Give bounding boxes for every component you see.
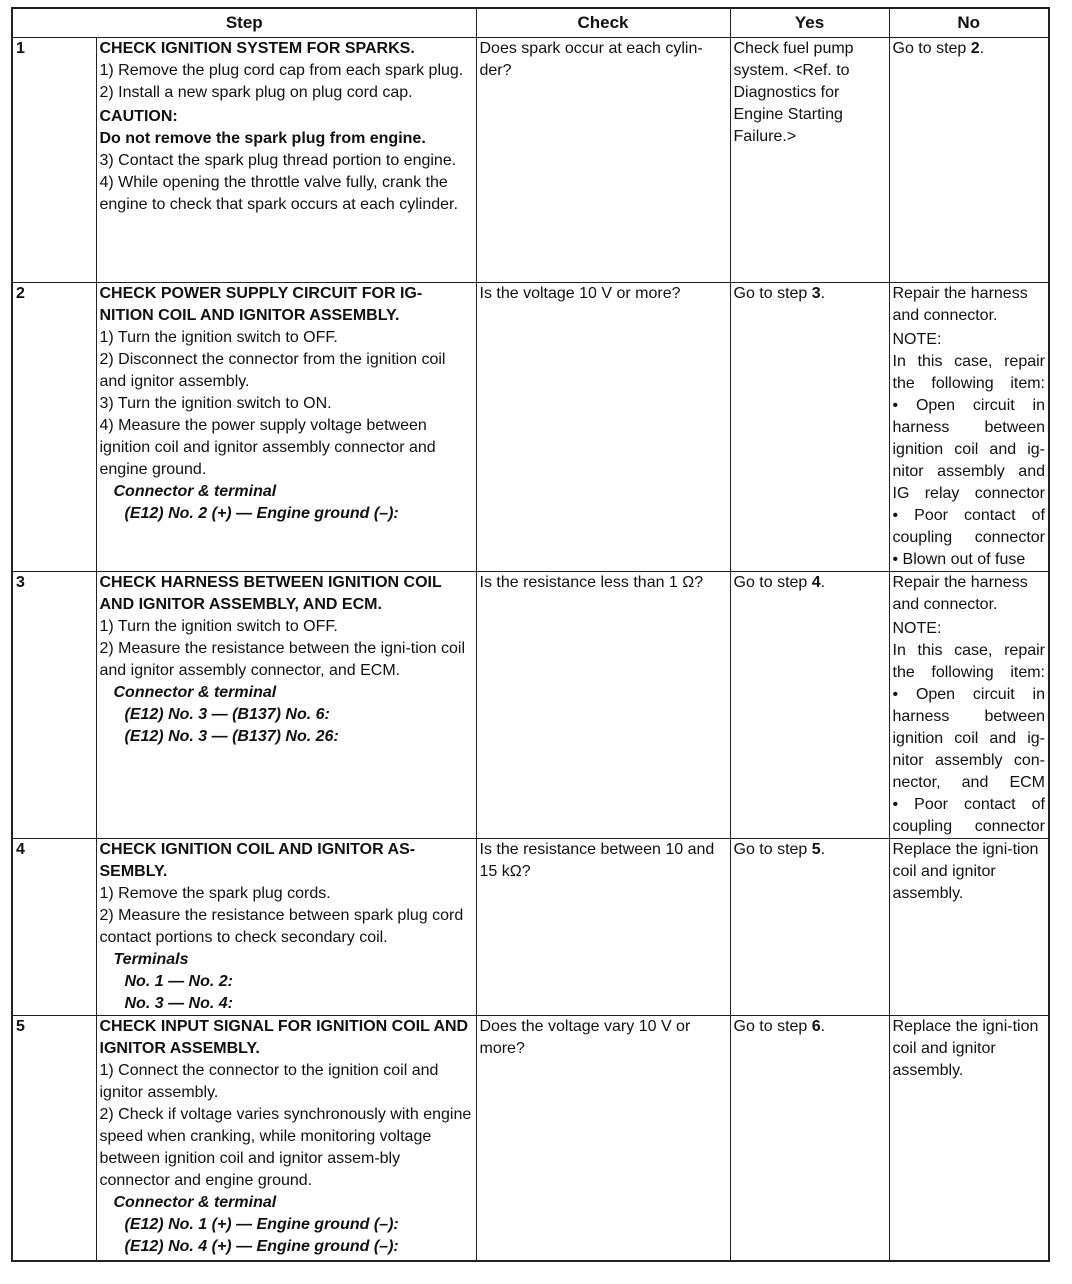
header-step: Step: [12, 8, 476, 38]
connector-terminal-item: (E12) No. 1 (+) — Engine ground (–):: [124, 1216, 399, 1233]
table-row: [12, 1016, 1049, 1262]
goto-text: Go to step: [733, 285, 812, 302]
goto-step-number: 6: [811, 1018, 821, 1035]
step-number: 3: [12, 572, 96, 839]
header-row: [12, 8, 1049, 38]
step-title: CHECK IGNITION SYSTEM FOR SPARKS.: [99, 40, 415, 57]
connector-terminal-label: Connector & terminal: [113, 483, 277, 500]
no-cell: Replace the igni-tion coil and ignitor assembly.: [889, 1016, 1049, 1262]
table-row: [12, 572, 1049, 839]
note-item: • Open circuit in harness between ignition coil and ig-nitor assembly and IG relay connector: [892, 397, 1045, 502]
connector-terminal-item: (E12) No. 4 (+) — Engine ground (–):: [124, 1238, 399, 1255]
terminal-item: No. 1 — No. 2:: [124, 973, 233, 990]
goto-text: Go to step: [733, 841, 812, 858]
diagnostic-table: [11, 7, 1050, 1262]
step-description: [96, 572, 476, 839]
header-no: No: [889, 8, 1049, 38]
step-description: [96, 839, 476, 1016]
step-line: 2) Measure the resistance between the igni-tion coil and ignitor assembly connector, and ECM.: [99, 640, 466, 679]
no-cell: [889, 38, 1049, 283]
connector-terminal-item: (E12) No. 2 (+) — Engine ground (–):: [124, 505, 399, 522]
note-heading: NOTE:: [892, 620, 942, 637]
note-item: • Blown out of fuse: [892, 551, 1026, 568]
step-description: [96, 38, 476, 283]
connector-terminal-item: (E12) No. 3 — (B137) No. 26:: [124, 728, 339, 745]
goto-suffix: .: [820, 841, 826, 858]
check-cell: Is the resistance between 10 and 15 kΩ?: [476, 839, 730, 1016]
check-cell: Is the resistance less than 1 Ω?: [476, 572, 730, 839]
step-number: 1: [12, 38, 96, 283]
step-number: 4: [12, 839, 96, 1016]
goto-step-number: 2: [970, 40, 980, 57]
yes-cell: Check fuel pump system. <Ref. to Diagnostics for Engine Starting Failure.>: [730, 38, 889, 283]
connector-terminal-label: Connector & terminal: [113, 1194, 277, 1211]
yes-cell: [730, 572, 889, 839]
terminals-label: Terminals: [113, 951, 189, 968]
goto-suffix: .: [820, 285, 826, 302]
yes-cell: [730, 839, 889, 1016]
step-line: 2) Disconnect the connector from the ignition coil and ignitor assembly.: [99, 351, 446, 390]
connector-terminal-item: (E12) No. 3 — (B137) No. 6:: [124, 706, 330, 723]
goto-text: Go to step: [892, 40, 971, 57]
no-cell: [889, 572, 1049, 839]
goto-suffix: .: [820, 574, 826, 591]
note-intro: In this case, repair the following item:: [892, 642, 1045, 681]
note-item: • Poor contact of coupling connector: [892, 507, 1045, 546]
note-heading: NOTE:: [892, 331, 942, 348]
step-description: [96, 283, 476, 572]
note-item: • Open circuit in harness between ignition coil and ig-nitor assembly con-nector, and ECM: [892, 686, 1045, 791]
no-main-text: Repair the harness and connector.: [892, 574, 1028, 613]
no-cell: [889, 283, 1049, 572]
caution-heading: CAUTION:: [99, 108, 178, 125]
connector-terminal-label: Connector & terminal: [113, 684, 277, 701]
check-cell: Does the voltage vary 10 V or more?: [476, 1016, 730, 1262]
yes-cell: [730, 1016, 889, 1262]
step-description: [96, 1016, 476, 1262]
yes-cell: [730, 283, 889, 572]
caution-text: Do not remove the spark plug from engine.: [99, 130, 426, 147]
step-title: CHECK INPUT SIGNAL FOR IGNITION COIL AND IGNITOR ASSEMBLY.: [99, 1018, 469, 1057]
check-cell: Does spark occur at each cylin-der?: [476, 38, 730, 283]
goto-step-number: 4: [811, 574, 821, 591]
step-line: 3) Contact the spark plug thread portion to engine.: [99, 152, 457, 169]
header-check: Check: [476, 8, 730, 38]
step-line: 1) Turn the ignition switch to OFF.: [99, 618, 338, 635]
table-row: [12, 283, 1049, 572]
step-line: 2) Install a new spark plug on plug cord cap.: [99, 84, 413, 101]
table-row: [12, 839, 1049, 1016]
step-title: CHECK IGNITION COIL AND IGNITOR AS-SEMBLY.: [99, 841, 416, 880]
step-line: 2) Check if voltage varies synchronously with engine speed when cranking, while monitoring voltage between ignition coil and ignitor assem-bly connector and engine ground.: [99, 1106, 472, 1189]
step-line: 4) While opening the throttle valve fully, crank the engine to check that spark occurs at each cylinder.: [99, 174, 458, 213]
step-line: 1) Turn the ignition switch to OFF.: [99, 329, 338, 346]
goto-suffix: .: [979, 40, 985, 57]
goto-step-number: 3: [811, 285, 821, 302]
no-cell: Replace the igni-tion coil and ignitor assembly.: [889, 839, 1049, 1016]
step-line: 1) Remove the spark plug cords.: [99, 885, 331, 902]
terminal-item: No. 3 — No. 4:: [124, 995, 233, 1012]
step-line: 2) Measure the resistance between spark plug cord contact portions to check secondary coil.: [99, 907, 464, 946]
step-number: 2: [12, 283, 96, 572]
note-item: • Poor contact of coupling connector: [892, 796, 1045, 835]
note-intro: In this case, repair the following item:: [892, 353, 1045, 392]
step-line: 1) Remove the plug cord cap from each spark plug.: [99, 62, 464, 79]
step-title: CHECK HARNESS BETWEEN IGNITION COIL AND IGNITOR ASSEMBLY, AND ECM.: [99, 574, 442, 613]
step-line: 4) Measure the power supply voltage between ignition coil and ignitor assembly connector and engine ground.: [99, 417, 436, 478]
step-line: 3) Turn the ignition switch to ON.: [99, 395, 332, 412]
goto-step-number: 5: [811, 841, 821, 858]
goto-suffix: .: [820, 1018, 826, 1035]
step-line: 1) Connect the connector to the ignition coil and ignitor assembly.: [99, 1062, 439, 1101]
header-yes: Yes: [730, 8, 889, 38]
table-row: [12, 38, 1049, 283]
goto-text: Go to step: [733, 1018, 812, 1035]
check-cell: Is the voltage 10 V or more?: [476, 283, 730, 572]
goto-text: Go to step: [733, 574, 812, 591]
step-title: CHECK POWER SUPPLY CIRCUIT FOR IG-NITION COIL AND IGNITOR ASSEMBLY.: [99, 285, 423, 324]
step-number: 5: [12, 1016, 96, 1262]
no-main-text: Repair the harness and connector.: [892, 285, 1028, 324]
